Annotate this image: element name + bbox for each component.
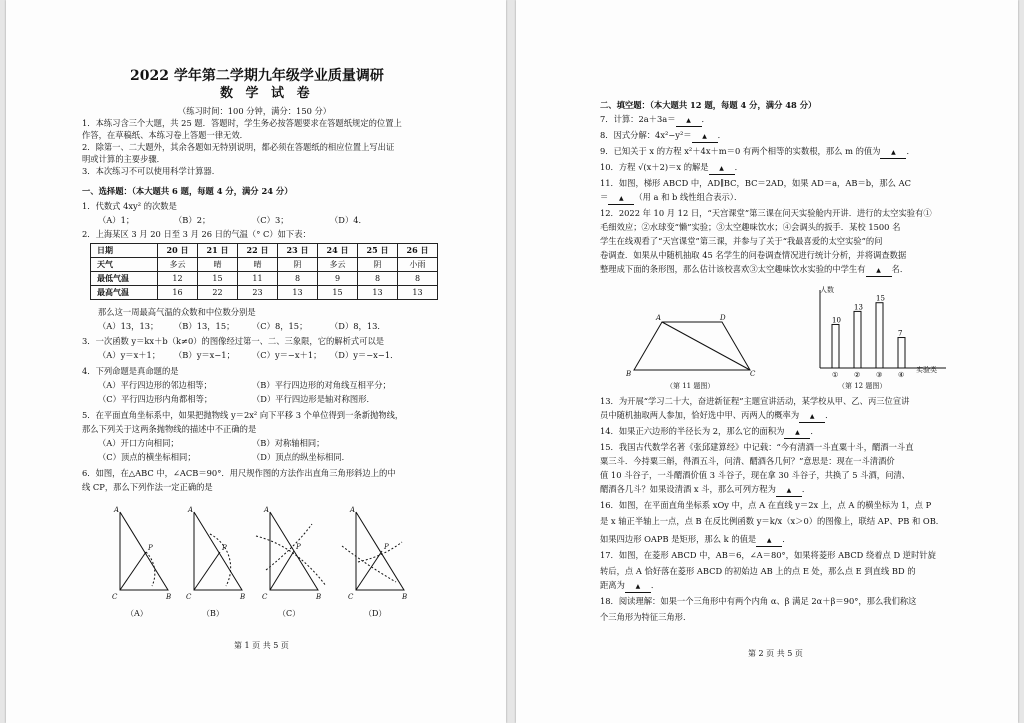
table-row xyxy=(91,286,438,300)
q17-text: 距离为 xyxy=(600,580,625,590)
exam-subtitle: 数 学 试 卷 xyxy=(220,86,314,101)
question-15: 15．我国古代数学名著《张邱建算经》中记载：“今有清酒一斗直粟十斗，醑酒一斗直 xyxy=(600,442,914,452)
row-label: 最高气温 xyxy=(91,286,158,300)
question-17: 17．如图，在菱形 ABCD 中，AB＝6，∠A＝80°，如果将菱形 ABCD 绕着点 D 逆时针旋 xyxy=(600,550,936,560)
table-header-cell: 21 日 xyxy=(198,244,238,258)
q6-figures xyxy=(106,506,496,624)
bar xyxy=(832,324,839,368)
point-label: P xyxy=(148,544,153,552)
question-16-line3: 如果四边形 OAPB 是矩形，那么 k 的值是 ▲ ． xyxy=(600,534,791,547)
question-17-line3: 距离为 ▲ ． xyxy=(600,580,659,593)
point-label: B xyxy=(402,593,408,601)
fig12-caption: （第 12 题图） xyxy=(838,382,887,390)
note-line: 1．本练习含三个大题，共 25 题．答题时，学生务必按答题要求在答题纸规定的位置上 xyxy=(82,118,402,128)
q12-unit: 名． xyxy=(891,264,909,274)
question-6-line2: 线 CP，那么下列作法一定正确的是 xyxy=(82,482,213,492)
question-2: 2．上海某区 3 月 20 日至 3 月 26 日的气温（° C）如下表： xyxy=(82,229,311,239)
q5-option-b: （B）对称轴相同； xyxy=(252,438,325,448)
note-line: 明或计算的主要步骤． xyxy=(82,154,165,164)
table-cell: 晴 xyxy=(238,258,278,272)
question-10: 10．方程 √(x＋2)＝x 的解是 ▲ ． xyxy=(600,162,743,175)
bar xyxy=(898,338,905,368)
data-label: 7 xyxy=(898,329,903,338)
exam-title: 2022 学年第二学期九年级学业质量调研 xyxy=(130,68,384,84)
table-cell: 16 xyxy=(158,286,198,300)
answer-blank: ▲ xyxy=(776,485,802,497)
page-footer: 第 2 页 共 5 页 xyxy=(748,649,803,658)
q4-option-d: （D）平行四边形是轴对称图形． xyxy=(252,394,375,404)
q12-text: 整理成下面的条形图，那么估计该校喜欢③太空趣味饮水实验的中学生有 xyxy=(600,264,866,274)
point-label: B xyxy=(316,593,322,601)
question-5-line2: 那么下列关于这两条抛物线的描述中不正确的是 xyxy=(82,424,257,434)
q16-text: 如果四边形 OAPB 是矩形，那么 k 的值是 xyxy=(600,534,757,544)
answer-blank: ▲ xyxy=(799,411,825,423)
page-footer: 第 1 页 共 5 页 xyxy=(234,641,289,650)
table-cell: 22 xyxy=(198,286,238,300)
question-9: 9．已知关于 x 的方程 x²＋4x＋m＝0 有两个相等的实数根，那么 m 的值为 ▲ ． xyxy=(600,146,915,159)
data-label: 15 xyxy=(876,294,885,303)
x-axis-label: 实验类 xyxy=(916,366,937,374)
table-cell: 8 xyxy=(358,272,398,286)
q3-option-d: （D）y＝−x−1． xyxy=(330,350,399,360)
answer-blank: ▲ xyxy=(709,163,735,175)
point-label: A xyxy=(114,506,120,514)
q10-text: 10．方程 √(x＋2)＝x 的解是 xyxy=(600,162,709,172)
question-13-line2: 员中随机抽取两人参加，恰好选中甲、丙两人的概率为 ▲ ． xyxy=(600,410,833,423)
q2-ask: 那么这一周最高气温的众数和中位数分别是 xyxy=(98,307,256,317)
table-cell: 13 xyxy=(278,286,318,300)
answer-blank: ▲ xyxy=(880,147,906,159)
question-4: 4．下列命题是真命题的是 xyxy=(82,366,179,376)
q11-note: （用 a 和 b 线性组合表示）． xyxy=(634,192,743,202)
q4-option-a: （A）平行四边形的邻边相等； xyxy=(98,380,212,390)
table-cell: 小雨 xyxy=(398,258,438,272)
q4-option-c: （C）平行四边形内角都相等； xyxy=(98,394,213,404)
table-cell: 阴 xyxy=(358,258,398,272)
table-row xyxy=(91,258,438,272)
point-label: A xyxy=(188,506,194,514)
q13-text: 员中随机抽取两人参加，恰好选中甲、丙两人的概率为 xyxy=(600,410,800,420)
table-cell: 23 xyxy=(238,286,278,300)
q5-option-d: （D）顶点的纵坐标相同． xyxy=(252,452,350,462)
question-15-line4: 醑酒各几斗？如果设清酒 x 斗，那么可列方程为 ▲ ． xyxy=(600,484,810,497)
question-3: 3．一次函数 y＝kx＋b（k≠0）的图像经过第一、二、三象限，它的解析式可以是 xyxy=(82,336,385,346)
temperature-table xyxy=(90,243,438,300)
exam-info: （练习时间：100 分钟，满分：150 分） xyxy=(178,106,332,116)
question-16-line2: 是 x 轴正半轴上一点，点 B 在反比例函数 y＝k/x（x＞0）的图像上，联结 AP、PB 和 OB． xyxy=(600,516,945,526)
q5-option-c: （C）顶点的横坐标相同； xyxy=(98,452,196,462)
q2-option-c: （C）8，15； xyxy=(252,321,308,331)
question-12-line2: 毛细效应；②水球变“懒”实验；③太空趣味饮水；④会调头的扳手．某校 1500 名 xyxy=(600,222,901,232)
trapezoid-figure xyxy=(626,312,776,390)
category-label: ① xyxy=(832,371,839,379)
note-line: 作答，在草稿纸、本练习卷上答题一律无效． xyxy=(82,130,248,140)
question-14: 14．如果正六边形的半径长为 2，那么它的面积为 ▲ ． xyxy=(600,426,819,439)
table-cell: 13 xyxy=(358,286,398,300)
question-18-line2: 个三角形为特征三角形． xyxy=(600,612,692,622)
point-label: A xyxy=(350,506,356,514)
y-axis-label: 人数 xyxy=(820,286,834,294)
point-label: C xyxy=(112,593,118,601)
figure-label-c: （C） xyxy=(278,609,301,618)
question-18: 18．阅读理解：如果一个三角形中有两个内角 α、β 满足 2α＋β＝90°，那么我们称这 xyxy=(600,596,917,606)
point-label: C xyxy=(262,593,268,601)
q1-option-c: （C）3； xyxy=(252,215,289,225)
question-16: 16．如图，在平面直角坐标系 xOy 中，点 A 在直线 y＝2x 上，点 A 的横坐标为 1，点 P xyxy=(600,500,932,510)
point-label: P xyxy=(384,543,389,551)
question-17-line2: 转后，点 A 恰好落在菱形 ABCD 的初始边 AB 上的点 E 处，那么点 E 到直线 BD 的 xyxy=(600,566,916,576)
table-header-cell: 24 日 xyxy=(318,244,358,258)
question-1: 1．代数式 4xy² 的次数是 xyxy=(82,201,177,211)
table-cell: 12 xyxy=(158,272,198,286)
q2-option-a: （A）13，13； xyxy=(98,321,159,331)
point-label: P xyxy=(222,544,227,552)
point-label: B xyxy=(166,593,172,601)
table-row xyxy=(91,272,438,286)
category-label: ③ xyxy=(876,371,883,379)
q1-option-d: （D）4． xyxy=(330,215,367,225)
q4-option-b: （B）平行四边形的对角线互相平分； xyxy=(252,380,391,390)
answer-blank: ▲ xyxy=(608,193,634,205)
table-cell: 晴 xyxy=(198,258,238,272)
table-header-cell: 22 日 xyxy=(238,244,278,258)
table-cell: 11 xyxy=(238,272,278,286)
answer-blank: ▲ xyxy=(625,581,651,593)
answer-blank: ▲ xyxy=(676,115,702,127)
q15-text: 醑酒各几斗？如果设清酒 x 斗，那么可列方程为 xyxy=(600,484,776,494)
table-cell: 15 xyxy=(198,272,238,286)
fig11-caption: （第 11 题图） xyxy=(666,382,715,390)
question-11: 11．如图，梯形 ABCD 中，AD∥BC，BC＝2AD，如果 AD＝a，AB＝b，那么 AC xyxy=(600,178,911,188)
q3-option-a: （A）y＝x＋1； xyxy=(98,350,161,360)
table-cell: 多云 xyxy=(158,258,198,272)
table-header-cell: 23 日 xyxy=(278,244,318,258)
question-12: 12．2022 年 10 月 12 日，“天宫课堂”第三课在问天实验舱内开讲．进行的太空实验有① xyxy=(600,208,932,218)
q5-option-a: （A）开口方向相同； xyxy=(98,438,179,448)
table-header-cell: 25 日 xyxy=(358,244,398,258)
question-13: 13．为开展“学习二十大，奋进新征程”主题宣讲活动，某学校从甲、乙、丙三位宣讲 xyxy=(600,396,910,406)
data-label: 13 xyxy=(854,303,863,312)
point-label: C xyxy=(750,370,756,378)
section-2-heading: 二、填空题：（本大题共 12 题，每题 4 分，满分 48 分） xyxy=(600,100,817,110)
table-header-cell: 26 日 xyxy=(398,244,438,258)
question-15-line3: 值 10 斗谷子，一斗醑酒价值 3 斗谷子，现在拿 30 斗谷子，共换了 5 斗酒，问清、 xyxy=(600,470,910,480)
question-12-line4: 卷调查．如果从中随机抽取 45 名学生的问卷调查情况进行统计分析，并将调查数据 xyxy=(600,250,907,260)
answer-blank: ▲ xyxy=(692,131,718,143)
table-cell: 15 xyxy=(318,286,358,300)
q14-text: 14．如果正六边形的半径长为 2，那么它的面积为 xyxy=(600,426,785,436)
q9-text: 9．已知关于 x 的方程 x²＋4x＋m＝0 有两个相等的实数根，那么 m 的值为 xyxy=(600,146,881,156)
question-6: 6．如图，在△ABC 中，∠ACB＝90°．用尺规作图的方法作出直角三角形斜边上的中 xyxy=(82,468,396,478)
q3-option-b: （B）y＝x−1； xyxy=(174,350,235,360)
figure-label-d: （D） xyxy=(364,609,387,618)
section-1-heading: 一、选择题：（本大题共 6 题，每题 4 分，满分 24 分） xyxy=(82,186,293,196)
point-label: D xyxy=(720,314,726,322)
table-header-cell: 20 日 xyxy=(158,244,198,258)
q11-eq: ＝ xyxy=(600,192,609,202)
q3-option-c: （C）y＝−x＋1； xyxy=(252,350,322,360)
table-cell: 13 xyxy=(398,286,438,300)
question-8: 8．因式分解：4x²−y²＝ ▲ ． xyxy=(600,130,726,143)
question-12-line5 xyxy=(600,264,908,277)
category-label: ④ xyxy=(898,371,905,379)
point-label: A xyxy=(656,314,662,322)
row-label: 天气 xyxy=(91,258,158,272)
q1-option-a: （A）1； xyxy=(98,215,135,225)
category-label: ② xyxy=(854,371,861,379)
point-label: C xyxy=(348,593,354,601)
data-label: 10 xyxy=(832,316,841,325)
question-5: 5．在平面直角坐标系中，如果把抛物线 y＝2x² 向下平移 3 个单位得到一条新抛物线， xyxy=(82,410,404,420)
table-cell: 9 xyxy=(318,272,358,286)
table-cell: 8 xyxy=(398,272,438,286)
row-label: 最低气温 xyxy=(91,272,158,286)
answer-blank: ▲ xyxy=(756,535,782,547)
bar-chart xyxy=(808,284,958,390)
answer-blank: ▲ xyxy=(784,427,810,439)
note-line: 2．除第一、二大题外，其余各题如无特别说明，都必须在答题纸的相应位置上写出证 xyxy=(82,142,395,152)
figure-label-a: （A） xyxy=(126,609,148,618)
table-row xyxy=(91,244,438,258)
question-12-line3: 学生在线观看了“天宫课堂”第三课，并参与了关于“我最喜爱的太空实验”的问 xyxy=(600,236,883,246)
figure-label-b: （B） xyxy=(202,609,224,618)
point-label: C xyxy=(186,593,192,601)
page-2 xyxy=(516,0,1018,723)
table-cell: 多云 xyxy=(318,258,358,272)
question-7: 7．计算：2a＋3a＝ ▲ ． xyxy=(600,114,710,127)
bar xyxy=(876,303,883,368)
q2-option-d: （D）8，13． xyxy=(330,321,386,331)
answer-blank: ▲ xyxy=(866,265,892,277)
q8-text: 8．因式分解：4x²−y²＝ xyxy=(600,130,692,140)
point-label: P xyxy=(296,543,301,551)
page-1 xyxy=(6,0,506,723)
table-cell: 8 xyxy=(278,272,318,286)
question-15-line2: 粟三斗．今持粟三斛，得酒五斗，问清、醑酒各几何？”意思是：现在一斗清酒价 xyxy=(600,456,895,466)
question-11-line2 xyxy=(600,192,742,205)
q1-option-b: （B）2； xyxy=(174,215,211,225)
bar xyxy=(854,311,861,368)
point-label: B xyxy=(626,370,632,378)
note-line: 3．本次练习不可以使用科学计算器． xyxy=(82,166,221,176)
point-label: B xyxy=(240,593,246,601)
table-cell: 阴 xyxy=(278,258,318,272)
table-header-cell: 日期 xyxy=(91,244,158,258)
q2-option-b: （B）13，15； xyxy=(174,321,235,331)
q7-text: 7．计算：2a＋3a＝ xyxy=(600,114,676,124)
point-label: A xyxy=(264,506,270,514)
